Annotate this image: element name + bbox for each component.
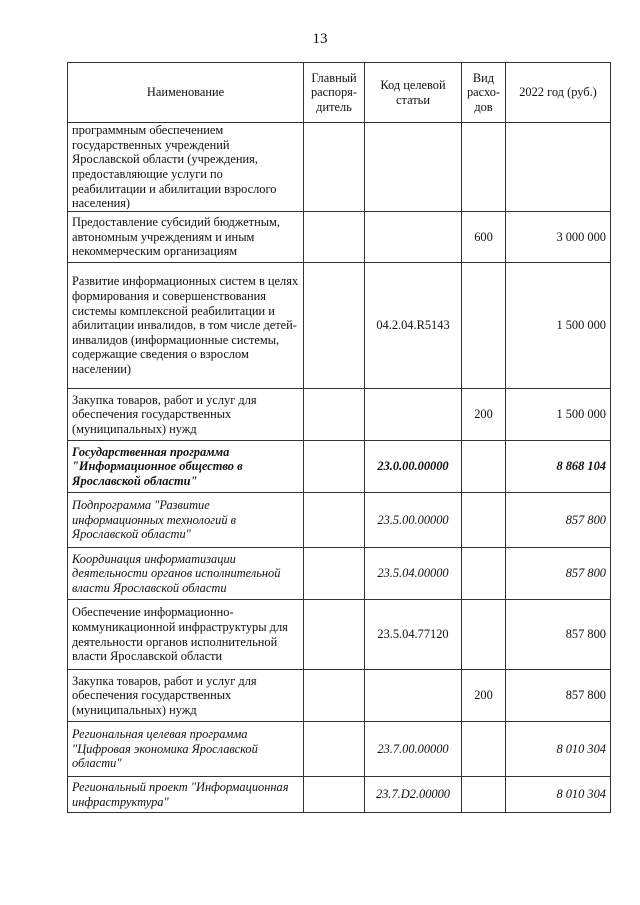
cell-manager: [304, 263, 365, 389]
cell-vid: [462, 263, 506, 389]
cell-code: [365, 670, 462, 722]
cell-code: [365, 212, 462, 263]
cell-name: программным обеспечением государственных учреждений Ярославской области (учреждения, предоставляющие услуги по реабилитации и абилитации взрослого населения): [68, 123, 304, 212]
cell-code: [365, 123, 462, 212]
cell-amount: [506, 123, 611, 212]
cell-vid: [462, 548, 506, 600]
table-row: [68, 493, 611, 548]
budget-table: [67, 62, 611, 813]
cell-vid: [462, 441, 506, 493]
table-row: [68, 212, 611, 263]
table-header-row: [68, 63, 611, 123]
cell-manager: [304, 548, 365, 600]
cell-name: Региональная целевая программа "Цифровая экономика Ярославской области": [68, 722, 304, 777]
cell-manager: [304, 777, 365, 813]
cell-name: Подпрограмма "Развитие информационных технологий в Ярославской области": [68, 493, 304, 548]
cell-amount: 8 010 304: [506, 777, 611, 813]
cell-amount: 1 500 000: [506, 263, 611, 389]
table-row: [68, 441, 611, 493]
cell-amount: 8 868 104: [506, 441, 611, 493]
cell-amount: 8 010 304: [506, 722, 611, 777]
cell-manager: [304, 493, 365, 548]
cell-amount: 1 500 000: [506, 389, 611, 441]
table-row: [68, 777, 611, 813]
header-amount: 2022 год (руб.): [506, 63, 611, 123]
page-number: 13: [312, 31, 328, 47]
cell-code: 23.0.00.00000: [365, 441, 462, 493]
cell-code: 23.7.D2.00000: [365, 777, 462, 813]
cell-amount: 857 800: [506, 600, 611, 670]
cell-amount: 857 800: [506, 670, 611, 722]
header-manager: Главный распоря-дитель: [304, 63, 365, 123]
cell-code: 23.5.04.00000: [365, 548, 462, 600]
cell-manager: [304, 212, 365, 263]
table-row: [68, 548, 611, 600]
cell-manager: [304, 600, 365, 670]
header-name: Наименование: [68, 63, 304, 123]
cell-vid: [462, 493, 506, 548]
header-code: Код целевой статьи: [365, 63, 462, 123]
cell-manager: [304, 722, 365, 777]
header-vid: Вид расхо-дов: [462, 63, 506, 123]
cell-code: [365, 389, 462, 441]
cell-code: 23.5.00.00000: [365, 493, 462, 548]
table-row: [68, 722, 611, 777]
cell-vid: [462, 123, 506, 212]
cell-vid: 200: [462, 389, 506, 441]
table-row: [68, 263, 611, 389]
cell-amount: 857 800: [506, 548, 611, 600]
table-row: [68, 670, 611, 722]
cell-amount: 3 000 000: [506, 212, 611, 263]
cell-code: 04.2.04.R5143: [365, 263, 462, 389]
cell-name: Закупка товаров, работ и услуг для обеспечения государственных (муниципальных) нужд: [68, 389, 304, 441]
cell-code: 23.7.00.00000: [365, 722, 462, 777]
cell-name: Координация информатизации деятельности органов исполнительной власти Ярославской области: [68, 548, 304, 600]
cell-name: Закупка товаров, работ и услуг для обеспечения государственных (муниципальных) нужд: [68, 670, 304, 722]
cell-manager: [304, 389, 365, 441]
cell-manager: [304, 670, 365, 722]
cell-name: Государственная программа "Информационное общество в Ярославской области": [68, 441, 304, 493]
cell-name: Обеспечение информационно-коммуникационной инфраструктуры для деятельности органов исполнительной власти Ярославской области: [68, 600, 304, 670]
cell-name: Развитие информационных систем в целях формирования и совершенствования системы комплексной реабилитации и абилитации инвалидов, в том числе детей-инвалидов (информационные системы, содержащие сведения о взрослом населении): [68, 263, 304, 389]
cell-code: 23.5.04.77120: [365, 600, 462, 670]
cell-vid: [462, 600, 506, 670]
cell-vid: 600: [462, 212, 506, 263]
table-row: [68, 389, 611, 441]
cell-name: Региональный проект "Информационная инфраструктура": [68, 777, 304, 813]
cell-vid: [462, 722, 506, 777]
table-row: [68, 123, 611, 212]
cell-vid: 200: [462, 670, 506, 722]
table-row: [68, 600, 611, 670]
cell-vid: [462, 777, 506, 813]
cell-amount: 857 800: [506, 493, 611, 548]
cell-name: Предоставление субсидий бюджетным, автономным учреждениям и иным некоммерческим организациям: [68, 212, 304, 263]
cell-manager: [304, 123, 365, 212]
cell-manager: [304, 441, 365, 493]
